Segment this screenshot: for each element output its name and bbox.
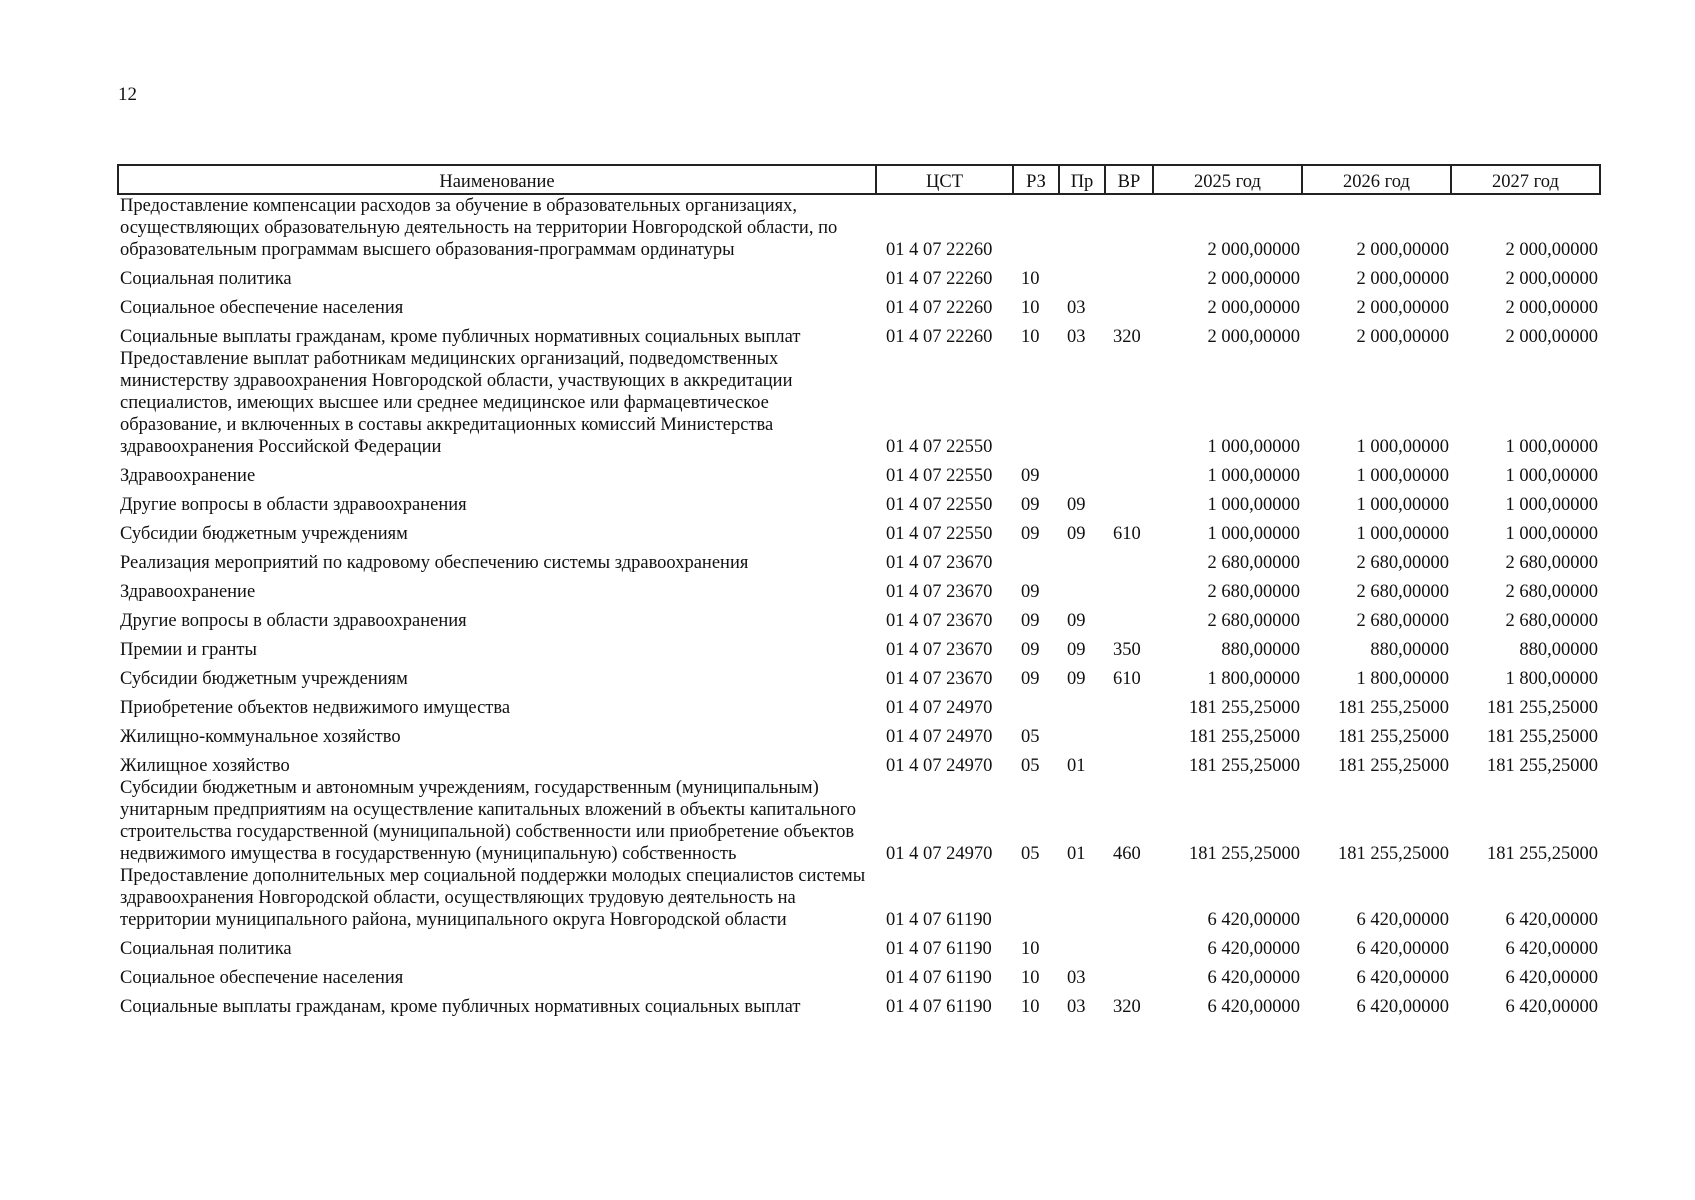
cell-2027: 2 000,00000	[1505, 327, 1598, 347]
cell-2025: 1 800,00000	[1207, 669, 1300, 689]
cell-2026: 1 000,00000	[1356, 495, 1449, 515]
cell-pr: 09	[1067, 611, 1086, 631]
cell-2025: 2 680,00000	[1207, 611, 1300, 631]
cell-name: Социальные выплаты гражданам, кроме публичных нормативных социальных выплат	[120, 327, 801, 347]
table-header	[118, 165, 1600, 194]
cell-name: Социальное обеспечение населения	[120, 968, 404, 988]
cell-2026: 1 800,00000	[1356, 669, 1449, 689]
header-rz: РЗ	[1013, 165, 1059, 194]
cell-pr	[1059, 194, 1105, 261]
cell-cst: 01 4 07 61190	[886, 910, 992, 930]
cell-2025: 181 255,25000	[1189, 756, 1300, 776]
cell-cst: 01 4 07 22260	[886, 240, 993, 260]
table-row	[118, 661, 1600, 690]
cell-pr: 03	[1067, 997, 1086, 1017]
table-row	[118, 261, 1600, 290]
header-pr: Пр	[1059, 165, 1105, 194]
cell-pr	[1059, 931, 1105, 960]
cell-2026: 2 000,00000	[1356, 298, 1449, 318]
table-row	[118, 574, 1600, 603]
cell-vr: 610	[1113, 524, 1141, 544]
cell-2026: 1 000,00000	[1356, 524, 1449, 544]
cell-2025: 1 000,00000	[1207, 466, 1300, 486]
cell-2026: 1 000,00000	[1356, 437, 1449, 457]
cell-vr	[1105, 960, 1153, 989]
cell-name: Премии и гранты	[120, 640, 257, 660]
header-vr: ВР	[1105, 165, 1153, 194]
cell-cst: 01 4 07 24970	[886, 698, 993, 718]
cell-2025: 181 255,25000	[1189, 727, 1300, 747]
cell-2026: 2 000,00000	[1356, 269, 1449, 289]
cell-pr: 09	[1067, 640, 1086, 660]
cell-2027: 6 420,00000	[1505, 939, 1598, 959]
cell-name: Жилищное хозяйство	[120, 756, 290, 776]
header-2025: 2025 год	[1153, 165, 1302, 194]
cell-2025: 181 255,25000	[1189, 698, 1300, 718]
cell-rz: 05	[1021, 844, 1040, 864]
cell-name: Социальное обеспечение населения	[120, 298, 404, 318]
cell-vr	[1105, 748, 1153, 777]
cell-2027: 6 420,00000	[1505, 910, 1598, 930]
cell-2025: 880,00000	[1221, 640, 1300, 660]
page-number: 12	[118, 84, 137, 105]
cell-2026: 181 255,25000	[1338, 756, 1449, 776]
cell-2025: 2 000,00000	[1207, 240, 1300, 260]
cell-vr	[1105, 290, 1153, 319]
cell-pr: 09	[1067, 524, 1086, 544]
cell-cst: 01 4 07 23670	[886, 669, 993, 689]
cell-rz: 09	[1021, 495, 1040, 515]
cell-vr	[1105, 574, 1153, 603]
cell-pr	[1059, 261, 1105, 290]
table-row	[118, 290, 1600, 319]
cell-2026: 181 255,25000	[1338, 698, 1449, 718]
cell-cst: 01 4 07 24970	[886, 844, 993, 864]
cell-name: Субсидии бюджетным учреждениям	[120, 669, 408, 689]
cell-name: Предоставление компенсации расходов за обучение в образовательных организациях, осуществляющих образовательную деятельность на территории Новгородской области, по образовательным программам высшего образования-программам ординатуры	[120, 196, 838, 260]
cell-rz: 10	[1021, 968, 1040, 988]
cell-rz: 10	[1021, 939, 1040, 959]
cell-name: Приобретение объектов недвижимого имущества	[120, 698, 511, 718]
cell-2025: 6 420,00000	[1207, 939, 1300, 959]
cell-2025: 2 000,00000	[1207, 298, 1300, 318]
cell-2026: 880,00000	[1370, 640, 1449, 660]
cell-rz	[1013, 865, 1059, 931]
cell-vr: 320	[1113, 327, 1141, 347]
cell-cst: 01 4 07 61190	[886, 968, 992, 988]
header-name: Наименование	[118, 165, 876, 194]
cell-2026: 181 255,25000	[1338, 844, 1449, 864]
cell-vr	[1105, 690, 1153, 719]
cell-2026: 6 420,00000	[1356, 997, 1449, 1017]
cell-cst: 01 4 07 23670	[886, 640, 993, 660]
cell-pr	[1059, 545, 1105, 574]
cell-2026: 6 420,00000	[1356, 968, 1449, 988]
cell-rz: 09	[1021, 669, 1040, 689]
cell-2026: 6 420,00000	[1356, 939, 1449, 959]
table-row	[118, 989, 1600, 1018]
cell-cst: 01 4 07 22550	[886, 466, 993, 486]
cell-pr: 01	[1067, 844, 1086, 864]
cell-rz: 05	[1021, 727, 1040, 747]
cell-cst: 01 4 07 24970	[886, 756, 993, 776]
cell-pr	[1059, 348, 1105, 458]
cell-name: Социальная политика	[120, 269, 292, 289]
table-row	[118, 194, 1600, 261]
cell-cst: 01 4 07 61190	[886, 939, 992, 959]
cell-cst: 01 4 07 22260	[886, 298, 993, 318]
cell-cst: 01 4 07 23670	[886, 553, 993, 573]
cell-vr	[1105, 603, 1153, 632]
cell-rz	[1013, 194, 1059, 261]
cell-2027: 1 000,00000	[1505, 437, 1598, 457]
cell-2027: 1 000,00000	[1505, 524, 1598, 544]
cell-2026: 2 680,00000	[1356, 611, 1449, 631]
cell-name: Социальная политика	[120, 939, 292, 959]
cell-name: Здравоохранение	[120, 582, 256, 602]
cell-pr: 01	[1067, 756, 1086, 776]
cell-2025: 2 000,00000	[1207, 327, 1300, 347]
cell-cst: 01 4 07 22550	[886, 524, 993, 544]
cell-name: Другие вопросы в области здравоохранения	[120, 611, 467, 631]
cell-2026: 2 000,00000	[1356, 327, 1449, 347]
table-row	[118, 516, 1600, 545]
cell-2025: 6 420,00000	[1207, 968, 1300, 988]
cell-2025: 1 000,00000	[1207, 495, 1300, 515]
cell-vr: 610	[1113, 669, 1141, 689]
table-row	[118, 319, 1600, 348]
cell-name: Здравоохранение	[120, 466, 256, 486]
cell-2027: 1 000,00000	[1505, 466, 1598, 486]
table-row	[118, 458, 1600, 487]
cell-pr	[1059, 690, 1105, 719]
cell-rz: 09	[1021, 582, 1040, 602]
cell-rz	[1013, 348, 1059, 458]
cell-2026: 1 000,00000	[1356, 466, 1449, 486]
cell-pr: 09	[1067, 669, 1086, 689]
table-row	[118, 865, 1600, 931]
header-2026: 2026 год	[1302, 165, 1451, 194]
cell-2027: 181 255,25000	[1487, 844, 1598, 864]
cell-2026: 2 680,00000	[1356, 553, 1449, 573]
cell-pr: 09	[1067, 495, 1086, 515]
cell-2027: 6 420,00000	[1505, 997, 1598, 1017]
cell-pr	[1059, 574, 1105, 603]
cell-2027: 1 800,00000	[1505, 669, 1598, 689]
cell-cst: 01 4 07 61190	[886, 997, 992, 1017]
cell-name: Субсидии бюджетным и автономным учреждениям, государственным (муниципальным) унитарным предприятиям на осуществление капитальных вложений в объекты капитального строительства государственной (муниципальной) собственности или приобретение объектов недвижимого имущества в государственную (муниципальную) собственность	[120, 778, 857, 864]
cell-2027: 181 255,25000	[1487, 756, 1598, 776]
cell-2025: 6 420,00000	[1207, 997, 1300, 1017]
cell-vr	[1105, 545, 1153, 574]
cell-2025: 1 000,00000	[1207, 524, 1300, 544]
cell-2026: 181 255,25000	[1338, 727, 1449, 747]
cell-2027: 2 000,00000	[1505, 240, 1598, 260]
cell-2027: 6 420,00000	[1505, 968, 1598, 988]
cell-pr	[1059, 719, 1105, 748]
cell-2027: 2 000,00000	[1505, 298, 1598, 318]
cell-2025: 1 000,00000	[1207, 437, 1300, 457]
table-row	[118, 960, 1600, 989]
cell-2027: 181 255,25000	[1487, 727, 1598, 747]
cell-cst: 01 4 07 23670	[886, 582, 993, 602]
cell-rz: 09	[1021, 524, 1040, 544]
cell-pr: 03	[1067, 968, 1086, 988]
cell-rz	[1013, 545, 1059, 574]
cell-cst: 01 4 07 22550	[886, 495, 993, 515]
cell-name: Предоставление дополнительных мер социальной поддержки молодых специалистов системы здравоохранения Новгородской области, осуществляющих трудовую деятельность на территории муниципального района, муниципального округа Новгородской области	[120, 866, 866, 930]
cell-vr	[1105, 261, 1153, 290]
cell-2027: 2 680,00000	[1505, 611, 1598, 631]
cell-2026: 2 000,00000	[1356, 240, 1449, 260]
cell-vr	[1105, 458, 1153, 487]
table-row	[118, 748, 1600, 777]
cell-vr: 460	[1113, 844, 1141, 864]
budget-table	[117, 164, 1601, 1018]
cell-pr: 03	[1067, 298, 1086, 318]
cell-rz: 10	[1021, 269, 1040, 289]
cell-vr	[1105, 931, 1153, 960]
cell-pr	[1059, 458, 1105, 487]
table-row	[118, 603, 1600, 632]
cell-2026: 2 680,00000	[1356, 582, 1449, 602]
table-row	[118, 777, 1600, 865]
header-2027: 2027 год	[1451, 165, 1600, 194]
cell-name: Социальные выплаты гражданам, кроме публичных нормативных социальных выплат	[120, 997, 801, 1017]
cell-2025: 2 680,00000	[1207, 553, 1300, 573]
cell-pr: 03	[1067, 327, 1086, 347]
cell-cst: 01 4 07 22550	[886, 437, 993, 457]
cell-name: Жилищно-коммунальное хозяйство	[120, 727, 401, 747]
cell-name: Реализация мероприятий по кадровому обеспечению системы здравоохранения	[120, 553, 749, 573]
cell-2027: 1 000,00000	[1505, 495, 1598, 515]
header-cst: ЦСТ	[876, 165, 1013, 194]
cell-rz: 10	[1021, 327, 1040, 347]
cell-rz: 09	[1021, 640, 1040, 660]
cell-vr	[1105, 865, 1153, 931]
cell-2027: 2 000,00000	[1505, 269, 1598, 289]
cell-rz: 05	[1021, 756, 1040, 776]
table-row	[118, 632, 1600, 661]
cell-rz	[1013, 690, 1059, 719]
cell-2027: 181 255,25000	[1487, 698, 1598, 718]
cell-vr	[1105, 487, 1153, 516]
cell-cst: 01 4 07 22260	[886, 327, 993, 347]
cell-cst: 01 4 07 24970	[886, 727, 993, 747]
cell-2027: 2 680,00000	[1505, 582, 1598, 602]
table-row	[118, 719, 1600, 748]
cell-pr	[1059, 865, 1105, 931]
table-row	[118, 690, 1600, 719]
table-row	[118, 545, 1600, 574]
cell-rz: 10	[1021, 997, 1040, 1017]
table-row	[118, 348, 1600, 458]
cell-name: Другие вопросы в области здравоохранения	[120, 495, 467, 515]
cell-rz: 09	[1021, 611, 1040, 631]
cell-2025: 181 255,25000	[1189, 844, 1300, 864]
cell-vr: 320	[1113, 997, 1141, 1017]
cell-name: Предоставление выплат работникам медицинских организаций, подведомственных министерству здравоохранения Новгородской области, участвующих в аккредитации специалистов, имеющих высшее или среднее медицинское или фармацевтическое образование, и включенных в составы аккредитационных комиссий Министерства здравоохранения Российской Федерации	[120, 349, 793, 457]
table-row	[118, 487, 1600, 516]
cell-cst: 01 4 07 22260	[886, 269, 993, 289]
table-row	[118, 931, 1600, 960]
cell-vr	[1105, 194, 1153, 261]
header-row	[118, 165, 1600, 194]
cell-rz: 09	[1021, 466, 1040, 486]
cell-rz: 10	[1021, 298, 1040, 318]
cell-2025: 6 420,00000	[1207, 910, 1300, 930]
cell-2025: 2 680,00000	[1207, 582, 1300, 602]
cell-2027: 2 680,00000	[1505, 553, 1598, 573]
cell-2025: 2 000,00000	[1207, 269, 1300, 289]
cell-vr	[1105, 348, 1153, 458]
cell-vr	[1105, 719, 1153, 748]
cell-vr: 350	[1113, 640, 1141, 660]
table-body	[118, 194, 1600, 1018]
cell-cst: 01 4 07 23670	[886, 611, 993, 631]
cell-2026: 6 420,00000	[1356, 910, 1449, 930]
cell-name: Субсидии бюджетным учреждениям	[120, 524, 408, 544]
cell-2027: 880,00000	[1519, 640, 1598, 660]
